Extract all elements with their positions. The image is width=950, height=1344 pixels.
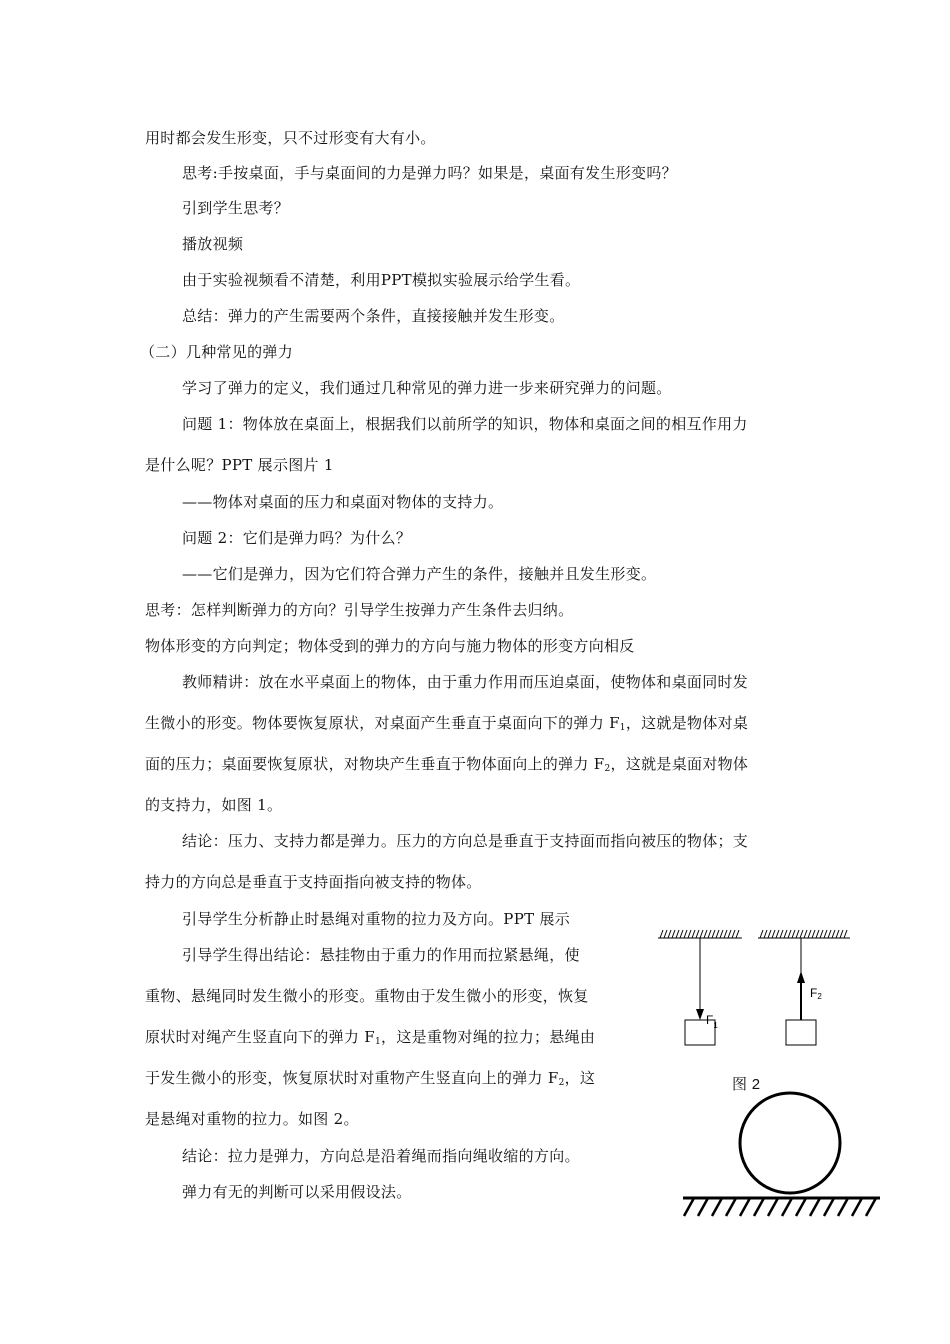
paragraph: 重物、悬绳同时发生微小的形变。重物由于发生微小的形变，恢复	[145, 987, 589, 1005]
ceiling-left-hatch	[660, 930, 739, 938]
paragraph: 是悬绳对重物的拉力。如图 2。	[145, 1110, 359, 1128]
paragraph: 引到学生思考？	[182, 199, 290, 217]
ground-hatch	[684, 1198, 876, 1216]
arrow-down-f1	[696, 1009, 704, 1020]
paragraph: 总结：弹力的产生需要两个条件，直接接触并发生形变。	[182, 307, 565, 325]
paragraph: 播放视频	[182, 235, 244, 253]
paragraph	[145, 1027, 595, 1052]
paragraph: 由于实验视频看不清楚，利用PPT模拟实验展示给学生看。	[182, 271, 581, 289]
paragraph	[145, 713, 748, 738]
paragraph: 学习了弹力的定义，我们通过几种常见的弹力进一步来研究弹力的问题。	[182, 379, 672, 397]
figure-ball-on-ground	[680, 1090, 885, 1225]
paragraph	[145, 754, 748, 779]
block-right	[786, 1020, 816, 1045]
paragraph: ——它们是弹力，因为它们符合弹力产生的条件，接触并且发生形变。	[182, 565, 657, 583]
text-run: 于发生微小的形变，恢复原状时对重物产生竖直向上的弹力 F	[145, 1069, 559, 1087]
ball	[740, 1093, 840, 1193]
ceiling-right-hatch	[760, 930, 847, 938]
paragraph: ——物体对桌面的压力和桌面对物体的支持力。	[182, 493, 504, 511]
text-run: 原状时对绳产生竖直向下的弹力 F	[145, 1028, 375, 1046]
paragraph: 引导学生分析静止时悬绳对重物的拉力及方向。PPT 展示	[182, 910, 571, 928]
text-run: 生微小的形变。物体要恢复原状，对桌面产生垂直于桌面向下的弹力 F	[145, 714, 620, 732]
figure-caption: 图 2	[732, 1076, 761, 1093]
text-run: ，这就是物体对桌	[625, 714, 749, 732]
paragraph: 问题 1：物体放在桌面上，根据我们以前所学的知识，物体和桌面之间的相互作用力	[182, 415, 748, 433]
paragraph: 是什么呢？PPT 展示图片 1	[145, 456, 334, 474]
paragraph: 用时都会发生形变，只不过形变有大有小。	[145, 129, 436, 147]
paragraph: 持力的方向总是垂直于支持面指向被支持的物体。	[145, 873, 482, 891]
text-run: ，这就是桌面对物体	[610, 755, 749, 773]
paragraph: 问题 2：它们是弹力吗？为什么？	[182, 529, 412, 547]
subscript: 2	[558, 1078, 565, 1088]
text-run: ，这	[564, 1069, 596, 1087]
paragraph: 思考：怎样判断弹力的方向？引导学生按弹力产生条件去归纳。	[145, 601, 574, 619]
subscript: 1	[374, 1037, 382, 1047]
paragraph	[145, 1068, 595, 1093]
paragraph: 引导学生得出结论：悬挂物由于重力的作用而拉紧悬绳，使	[182, 946, 580, 964]
label-f2: F2	[810, 986, 822, 1001]
section-heading: （二）几种常见的弹力	[140, 343, 294, 361]
paragraph: 结论：压力、支持力都是弹力。压力的方向总是垂直于支持面而指向被压的物体；支	[182, 832, 749, 850]
text-run: ，这是重物对绳的拉力；悬绳由	[381, 1028, 596, 1046]
paragraph: 弹力有无的判断可以采用假设法。	[182, 1183, 412, 1201]
text-run: 面的压力；桌面要恢复原状，对物块产生垂直于物体面向上的弹力 F	[145, 755, 605, 773]
paragraph: 思考:手按桌面，手与桌面间的力是弹力吗？如果是，桌面有发生形变吗？	[182, 164, 677, 182]
paragraph: 结论：拉力是弹力，方向总是沿着绳而指向绳收缩的方向。	[182, 1147, 580, 1165]
paragraph: 教师精讲：放在水平桌面上的物体，由于重力作用而压迫桌面，使物体和桌面同时发	[182, 673, 749, 691]
paragraph: 物体形变的方向判定；物体受到的弹力的方向与施力物体的形变方向相反	[145, 637, 635, 655]
label-f1: $F_1$	[706, 1013, 718, 1030]
figure-hanging-weights	[650, 925, 860, 1095]
paragraph: 的支持力，如图 1。	[145, 796, 283, 814]
subscript: 1	[619, 723, 626, 733]
subscript: 2	[604, 764, 611, 774]
